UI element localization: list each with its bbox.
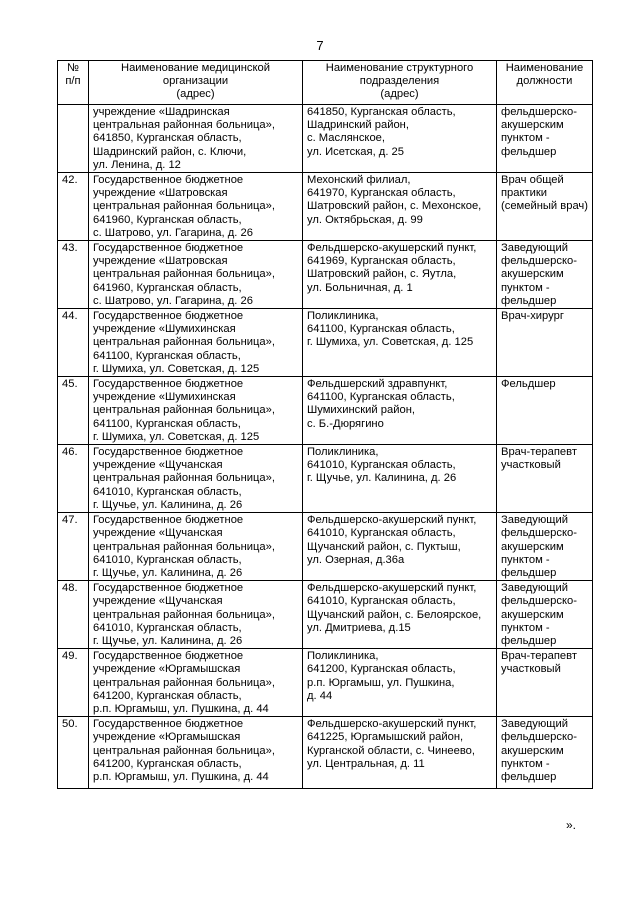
unit-cell [303, 377, 497, 445]
cell-line: (семейный врач) [501, 200, 588, 213]
cell-line: акушерским [501, 608, 564, 621]
cell-line: Врач-терапевт [501, 446, 577, 459]
cell-line: центральная районная больница», [93, 744, 275, 757]
cell-line: 641200, Курганская область, [307, 663, 456, 676]
cell-line: ул. Дмитриева, д.15 [307, 621, 411, 634]
cell-line: 641010, Курганская область, [93, 485, 242, 498]
organization-cell [89, 717, 303, 789]
row-number: 50. [58, 717, 89, 789]
cell-line: Фельдшерско-акушерский пункт, [307, 514, 477, 527]
organization-cell [89, 173, 303, 241]
cell-line: ул. Больничная, д. 1 [307, 281, 413, 294]
cell-line: участковый [501, 663, 561, 676]
cell-line: Шумихинский район, [307, 404, 415, 417]
position-cell [497, 241, 593, 309]
table-row [58, 377, 593, 445]
header-line: подразделения [359, 75, 440, 88]
cell-line: 641960, Курганская область, [93, 281, 242, 294]
cell-line: акушерским [501, 744, 564, 757]
cell-line: 641100, Курганская область, [307, 391, 455, 404]
header-line: (адрес) [176, 88, 215, 101]
row-number: 44. [58, 309, 89, 377]
header-position [497, 61, 593, 105]
row-number: 48. [58, 581, 89, 649]
table-row [58, 173, 593, 241]
cell-line: д. 44 [307, 689, 333, 702]
cell-line: центральная районная больница», [93, 472, 275, 485]
header-line: (адрес) [380, 88, 419, 101]
cell-line: Фельдшерско-акушерский пункт, [307, 718, 477, 731]
header-line: Наименование [505, 62, 584, 74]
cell-line: фельдшер [501, 145, 557, 158]
cell-line: г. Щучье, ул. Калинина, д. 26 [93, 634, 243, 647]
cell-line: ул. Исетская, д. 25 [307, 145, 404, 158]
cell-line: фельдшер [501, 770, 557, 783]
row-number: 47. [58, 513, 89, 581]
table-row [58, 309, 593, 377]
cell-line: фельдшерско- [501, 106, 577, 118]
cell-line: пунктом - [501, 281, 550, 294]
cell-line: Мехонский филиал, [307, 174, 411, 187]
row-number: 45. [58, 377, 89, 445]
unit-cell [303, 105, 497, 173]
cell-line: 641010, Курганская область, [93, 621, 242, 634]
cell-line: акушерским [501, 119, 564, 132]
cell-line: учреждение «Шатровская [93, 187, 228, 200]
position-cell [497, 309, 593, 377]
row-number [58, 105, 89, 173]
unit-cell [303, 309, 497, 377]
cell-line: Поликлиника, [307, 650, 379, 663]
cell-line: 641970, Курганская область, [307, 187, 456, 200]
table-row [58, 241, 593, 309]
cell-line: Врач-хирург [501, 310, 564, 323]
cell-line: 641850, Курганская область, [307, 106, 456, 118]
cell-line: Фельдшерско-акушерский пункт, [307, 242, 477, 255]
cell-line: фельдшерско- [501, 255, 577, 268]
cell-line: Заведующий [501, 582, 568, 595]
header-organization [89, 61, 303, 105]
cell-line: учреждение «Щучанская [93, 527, 223, 540]
table-row [58, 445, 593, 513]
cell-line: с. Б.-Дюрягино [307, 417, 384, 430]
cell-line: Государственное бюджетное [93, 174, 244, 187]
cell-line: учреждение «Шумихинская [93, 323, 236, 336]
cell-line: Врач-терапевт [501, 650, 577, 663]
cell-line: г. Шумиха, ул. Советская, д. 125 [93, 362, 260, 375]
cell-line: учреждение «Щучанская [93, 595, 223, 608]
cell-line: пунктом - [501, 757, 550, 770]
cell-line: г. Щучье, ул. Калинина, д. 26 [307, 472, 457, 485]
cell-line: пунктом - [501, 132, 550, 145]
cell-line: центральная районная больница», [93, 676, 275, 689]
cell-line: р.п. Юргамыш, ул. Пушкина, [307, 676, 455, 689]
cell-line: 641850, Курганская область, [93, 132, 242, 145]
cell-line: р.п. Юргамыш, ул. Пушкина, д. 44 [93, 702, 269, 715]
closing-mark: ». [566, 818, 577, 832]
row-number: 43. [58, 241, 89, 309]
cell-line: 641100, Курганская область, [93, 417, 241, 430]
cell-line: центральная районная больница», [93, 200, 275, 213]
header-line: Наименование структурного [325, 62, 474, 74]
table-header-row [58, 61, 593, 105]
organization-cell [89, 241, 303, 309]
cell-line: учреждение «Шумихинская [93, 391, 236, 404]
table-row [58, 717, 593, 789]
cell-line: г. Щучье, ул. Калинина, д. 26 [93, 498, 243, 511]
organization-cell [89, 513, 303, 581]
position-cell [497, 377, 593, 445]
header-line: должности [516, 75, 573, 88]
cell-line: 641200, Курганская область, [93, 689, 242, 702]
cell-line: 641010, Курганская область, [93, 553, 242, 566]
cell-line: центральная районная больница», [93, 268, 275, 281]
table-row [58, 513, 593, 581]
unit-cell [303, 445, 497, 513]
cell-line: Фельдшер [501, 378, 556, 391]
cell-line: с. Шатрово, ул. Гагарина, д. 26 [93, 294, 253, 307]
cell-line: 641969, Курганская область, [307, 255, 456, 268]
cell-line: Государственное бюджетное [93, 446, 244, 459]
table-row [58, 105, 593, 173]
organization-cell [89, 309, 303, 377]
cell-line: р.п. Юргамыш, ул. Пушкина, д. 44 [93, 770, 269, 783]
cell-line: Фельдшерский здравпункт, [307, 378, 448, 391]
cell-line: Государственное бюджетное [93, 514, 244, 527]
unit-cell [303, 513, 497, 581]
cell-line: Заведующий [501, 718, 568, 731]
cell-line: Курганской области, с. Чинеево, [307, 744, 475, 757]
cell-line: г. Шумиха, ул. Советская, д. 125 [93, 430, 260, 443]
cell-line: центральная районная больница», [93, 119, 275, 132]
unit-cell [303, 581, 497, 649]
row-number: 46. [58, 445, 89, 513]
position-cell [497, 649, 593, 717]
cell-line: Государственное бюджетное [93, 650, 244, 663]
header-line: организации [162, 75, 229, 88]
cell-line: 641010, Курганская область, [307, 527, 456, 540]
cell-line: учреждение «Юргамышская [93, 663, 241, 676]
cell-line: Поликлиника, [307, 446, 379, 459]
cell-line: Фельдшерско-акушерский пункт, [307, 582, 477, 595]
cell-line: Государственное бюджетное [93, 718, 244, 731]
cell-line: фельдшерско- [501, 731, 577, 744]
position-cell [497, 105, 593, 173]
unit-cell [303, 241, 497, 309]
cell-line: Врач общей [501, 174, 564, 187]
cell-line: фельдшер [501, 634, 557, 647]
position-cell [497, 173, 593, 241]
cell-line: 641100, Курганская область, [307, 323, 455, 336]
cell-line: центральная районная больница», [93, 540, 275, 553]
cell-line: г. Шумиха, ул. Советская, д. 125 [307, 336, 474, 349]
organization-cell [89, 445, 303, 513]
cell-line: 641010, Курганская область, [307, 595, 456, 608]
cell-line: фельдшерско- [501, 527, 577, 540]
cell-line: центральная районная больница», [93, 404, 275, 417]
organization-cell [89, 105, 303, 173]
cell-line: 641100, Курганская область, [93, 349, 241, 362]
cell-line: учреждение «Щучанская [93, 459, 223, 472]
header-unit [303, 61, 497, 105]
cell-line: 641960, Курганская область, [93, 213, 242, 226]
cell-line: акушерским [501, 268, 564, 281]
cell-line: фельдшер [501, 294, 557, 307]
cell-line: пунктом - [501, 553, 550, 566]
cell-line: Государственное бюджетное [93, 242, 244, 255]
cell-line: участковый [501, 459, 561, 472]
cell-line: Шатровский район, с. Яутла, [307, 268, 457, 281]
cell-line: Щучанский район, с. Пуктыш, [307, 540, 461, 553]
cell-line: 641010, Курганская область, [307, 459, 456, 472]
cell-line: центральная районная больница», [93, 336, 275, 349]
cell-line: Государственное бюджетное [93, 378, 244, 391]
cell-line: с. Маслянское, [307, 132, 386, 145]
organization-cell [89, 581, 303, 649]
cell-line: ул. Ленина, д. 12 [93, 158, 181, 171]
cell-line: фельдшер [501, 566, 557, 579]
cell-line: Щучанский район, с. Белоярское, [307, 608, 482, 621]
cell-line: фельдшерско- [501, 595, 577, 608]
unit-cell [303, 173, 497, 241]
cell-line: Государственное бюджетное [93, 310, 244, 323]
header-number [58, 61, 89, 105]
page-number: 7 [316, 38, 324, 53]
position-cell [497, 581, 593, 649]
cell-line: Заведующий [501, 242, 568, 255]
cell-line: Заведующий [501, 514, 568, 527]
cell-line: ул. Озерная, д.36а [307, 553, 405, 566]
cell-line: Шадринский район, [307, 119, 409, 132]
cell-line: ул. Октябрьская, д. 99 [307, 213, 423, 226]
row-number: 49. [58, 649, 89, 717]
unit-cell [303, 649, 497, 717]
unit-cell [303, 717, 497, 789]
cell-line: акушерским [501, 540, 564, 553]
cell-line: Шадринский район, с. Ключи, [93, 145, 247, 158]
position-cell [497, 513, 593, 581]
header-line: № [66, 62, 79, 74]
cell-line: учреждение «Шатровская [93, 255, 228, 268]
cell-line: Государственное бюджетное [93, 582, 244, 595]
cell-line: с. Шатрово, ул. Гагарина, д. 26 [93, 226, 253, 239]
position-cell [497, 717, 593, 789]
cell-line: ул. Центральная, д. 11 [307, 757, 425, 770]
cell-line: Поликлиника, [307, 310, 379, 323]
cell-line: 641200, Курганская область, [93, 757, 242, 770]
cell-line: практики [501, 187, 548, 200]
cell-line: учреждение «Юргамышская [93, 731, 241, 744]
table-row [58, 649, 593, 717]
cell-line: учреждение «Шадринская [93, 106, 230, 118]
cell-line: пунктом - [501, 621, 550, 634]
cell-line: центральная районная больница», [93, 608, 275, 621]
header-line: п/п [65, 75, 81, 88]
cell-line: 641225, Юргамышский район, [307, 731, 464, 744]
cell-line: Шатровский район, с. Мехонское, [307, 200, 482, 213]
header-line: Наименование медицинской [120, 62, 271, 74]
organization-cell [89, 377, 303, 445]
cell-line: г. Щучье, ул. Калинина, д. 26 [93, 566, 243, 579]
table-row [58, 581, 593, 649]
positions-table [57, 60, 593, 789]
organization-cell [89, 649, 303, 717]
table-body [58, 105, 593, 789]
row-number: 42. [58, 173, 89, 241]
position-cell [497, 445, 593, 513]
